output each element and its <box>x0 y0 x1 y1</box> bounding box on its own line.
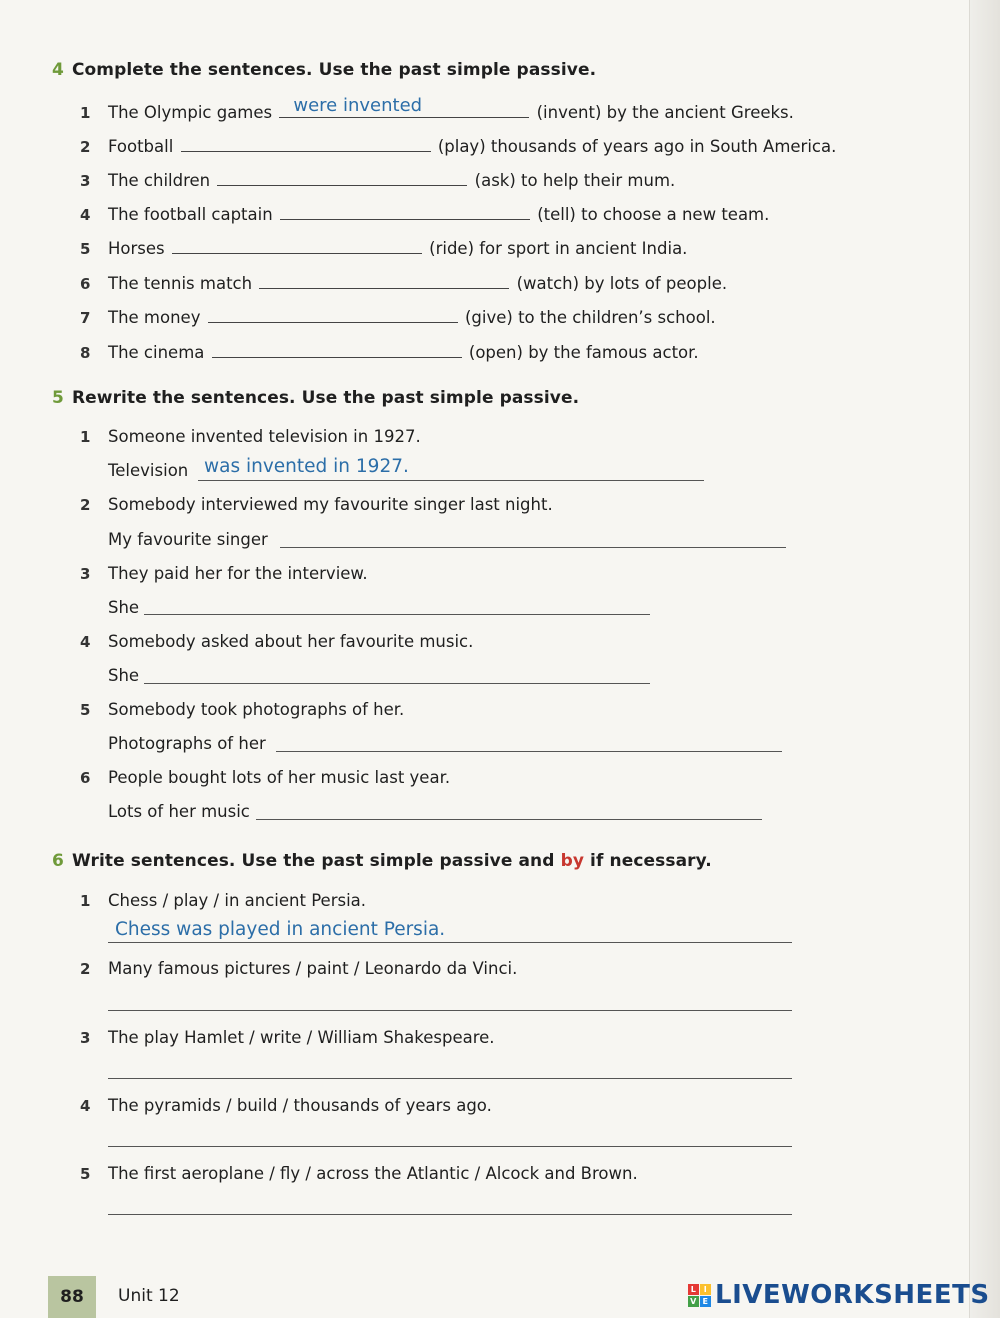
prompt-words: Many famous pictures / paint / Leonardo da Vinci. <box>108 959 518 978</box>
ex5-item-2-sentence <box>80 495 553 514</box>
liveworksheets-icon <box>688 1284 711 1307</box>
item-number: 4 <box>80 633 91 651</box>
sentence-start: Horses <box>108 239 165 258</box>
ex6-item-1-prompt <box>80 891 366 910</box>
item-number: 5 <box>80 240 91 258</box>
ex5-item-3-sentence <box>80 564 368 583</box>
item-number: 1 <box>80 892 91 910</box>
exercise-number: 4 <box>52 60 64 80</box>
item-number: 5 <box>80 1165 91 1183</box>
ex5-item-6-answer <box>108 802 250 821</box>
sentence-end: (open) by the famous actor. <box>468 343 699 362</box>
sentence-end: (watch) by lots of people. <box>516 274 728 293</box>
ex6-item-4-prompt <box>80 1096 492 1115</box>
logo-letter: V <box>688 1296 699 1307</box>
ex5-item-5-sentence <box>80 700 404 719</box>
ex6-item-5-prompt <box>80 1164 638 1183</box>
answer-text: was invented in 1927. <box>204 456 409 477</box>
liveworksheets-logo <box>688 1280 990 1310</box>
exercise-4-heading <box>52 60 596 80</box>
answer-line[interactable] <box>108 1010 792 1011</box>
sentence-end: (ask) to help their mum. <box>474 171 676 190</box>
answer-prompt: Photographs of her <box>108 734 266 753</box>
original-sentence: Someone invented television in 1927. <box>108 427 421 446</box>
ex6-item-3-prompt <box>80 1028 495 1047</box>
answer-blank[interactable] <box>279 95 529 118</box>
prompt-words: Chess / play / in ancient Persia. <box>108 891 367 910</box>
item-number: 3 <box>80 565 91 583</box>
exercise-6-heading <box>52 851 712 871</box>
answer-prompt: She <box>108 598 140 617</box>
item-number: 1 <box>80 428 91 446</box>
answer-blank[interactable] <box>172 235 422 254</box>
answer-text: were invented <box>293 95 423 116</box>
prompt-words: The play Hamlet / write / William Shakespeare. <box>108 1028 495 1047</box>
item-number: 2 <box>80 496 91 514</box>
answer-line[interactable] <box>108 1078 792 1079</box>
item-number: 2 <box>80 960 91 978</box>
exercise-number: 5 <box>52 388 64 408</box>
highlight-word: by <box>560 851 585 871</box>
ex4-item-5 <box>80 235 687 258</box>
sentence-start: The Olympic games <box>108 103 273 122</box>
ex5-item-1-answer <box>108 461 188 480</box>
ex4-item-7 <box>80 304 716 327</box>
answer-line[interactable] <box>144 683 650 684</box>
ex4-item-6 <box>80 270 727 293</box>
answer-blank[interactable] <box>208 304 458 323</box>
original-sentence: Somebody interviewed my favourite singer last night. <box>108 495 553 514</box>
answer-prompt: She <box>108 666 140 685</box>
answer-line[interactable] <box>276 751 782 752</box>
answer-blank[interactable] <box>259 270 509 289</box>
answer-prompt: My favourite singer <box>108 530 268 549</box>
answer-line[interactable] <box>108 942 792 943</box>
ex5-item-5-answer <box>108 734 266 753</box>
sentence-start: The money <box>108 308 201 327</box>
sentence-end: (tell) to choose a new team. <box>537 205 770 224</box>
answer-line[interactable] <box>108 1214 792 1215</box>
ex5-item-4-answer <box>108 666 139 685</box>
logo-letter: I <box>700 1284 711 1295</box>
ex4-item-3 <box>80 167 675 190</box>
sentence-end: (invent) by the ancient Greeks. <box>536 103 794 122</box>
item-number: 6 <box>80 769 91 787</box>
answer-line[interactable] <box>256 819 762 820</box>
ex6-item-2-prompt <box>80 959 517 978</box>
item-number: 1 <box>80 104 91 122</box>
item-number: 2 <box>80 138 91 156</box>
answer-blank[interactable] <box>217 167 467 186</box>
exercise-5-heading <box>52 388 579 408</box>
ex4-item-1 <box>80 95 794 122</box>
answer-line[interactable] <box>198 480 704 481</box>
answer-line[interactable] <box>280 547 786 548</box>
ex5-item-3-answer <box>108 598 139 617</box>
item-number: 4 <box>80 1097 91 1115</box>
answer-prompt: Television <box>108 461 189 480</box>
sentence-end: (play) thousands of years ago in South America. <box>437 137 837 156</box>
original-sentence: Somebody took photographs of her. <box>108 700 405 719</box>
original-sentence: Somebody asked about her favourite music. <box>108 632 474 651</box>
sentence-end: (give) to the children’s school. <box>464 308 716 327</box>
item-number: 3 <box>80 1029 91 1047</box>
answer-prompt: Lots of her music <box>108 802 250 821</box>
ex4-item-4 <box>80 201 769 224</box>
item-number: 6 <box>80 275 91 293</box>
item-number: 7 <box>80 309 91 327</box>
sentence-start: The football captain <box>108 205 273 224</box>
sentence-end: (ride) for sport in ancient India. <box>429 239 688 258</box>
original-sentence: They paid her for the interview. <box>108 564 368 583</box>
logo-letter: E <box>700 1296 711 1307</box>
adjacent-page-edge <box>969 0 1000 1318</box>
sentence-start: The cinema <box>108 343 205 362</box>
page-number: 88 <box>60 1287 84 1307</box>
answer-blank[interactable] <box>280 201 530 220</box>
ex5-item-6-sentence <box>80 768 450 787</box>
answer-blank[interactable] <box>212 339 462 358</box>
ex5-item-4-sentence <box>80 632 473 651</box>
answer-line[interactable] <box>144 614 650 615</box>
ex5-item-1-sentence <box>80 427 421 446</box>
ex5-item-2-answer <box>108 530 268 549</box>
item-number: 3 <box>80 172 91 190</box>
item-number: 4 <box>80 206 91 224</box>
original-sentence: People bought lots of her music last year. <box>108 768 451 787</box>
exercise-instruction: Rewrite the sentences. Use the past simple passive. <box>71 388 580 408</box>
sentence-start: Football <box>108 137 174 156</box>
answer-text: Chess was played in ancient Persia. <box>115 919 446 940</box>
exercise-number: 6 <box>52 851 64 871</box>
prompt-words: The pyramids / build / thousands of years ago. <box>108 1096 492 1115</box>
logo-letter: L <box>688 1284 699 1295</box>
ex4-item-2 <box>80 133 836 156</box>
sentence-start: The tennis match <box>108 274 253 293</box>
unit-label: Unit 12 <box>118 1286 180 1306</box>
exercise-instruction: Complete the sentences. Use the past simple passive. <box>71 60 597 80</box>
exercise-instruction: Write sentences. Use the past simple passive and <box>71 851 555 871</box>
answer-line[interactable] <box>108 1146 792 1147</box>
ex4-item-8 <box>80 339 699 362</box>
answer-blank[interactable] <box>181 133 431 152</box>
prompt-words: The first aeroplane / fly / across the Atlantic / Alcock and Brown. <box>108 1164 638 1183</box>
sentence-start: The children <box>108 171 211 190</box>
exercise-instruction-end: if necessary. <box>590 851 712 871</box>
item-number: 8 <box>80 344 91 362</box>
page-number-box <box>48 1276 96 1318</box>
brand-name: LIVEWORKSHEETS <box>715 1280 990 1310</box>
item-number: 5 <box>80 701 91 719</box>
